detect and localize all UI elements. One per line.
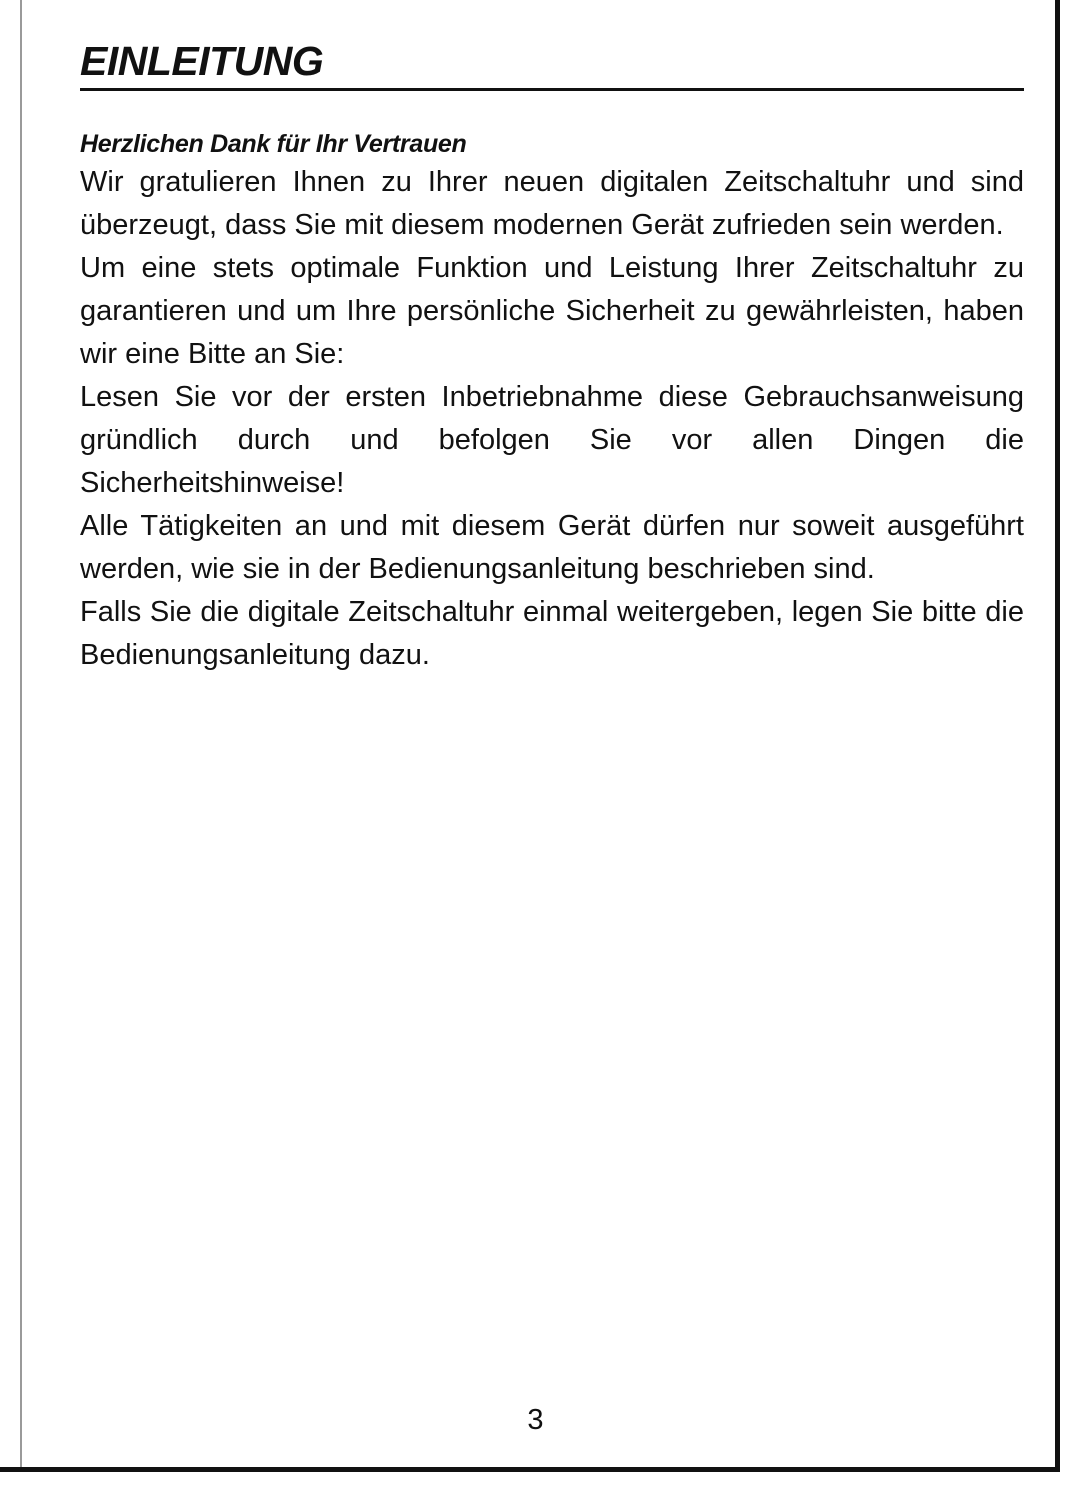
- section-heading: EINLEITUNG: [80, 36, 1024, 91]
- page-number: 3: [527, 1404, 544, 1436]
- paragraph-congratulations: Wir gratulieren Ihnen zu Ihrer neuen digitalen Zeitschaltuhr und sind überzeugt, dass Sie mit diesem modernen Gerät zufrieden sein werden.: [80, 166, 1024, 241]
- scan-edge-bottom: [0, 1467, 1060, 1472]
- paragraph-activities: Alle Tätigkeiten an und mit diesem Gerät dürfen nur soweit ausgeführt werden, wie sie in der Bedienungsanleitung beschrieben sind.: [80, 510, 1024, 585]
- paragraph-read-instructions: Lesen Sie vor der ersten Inbetriebnahme diese Gebrauchsanweisung gründlich durch und befolgen Sie vor allen Dingen die Sicherheitshinweise!: [80, 381, 1024, 499]
- subheading: Herzlichen Dank für Ihr Vertrauen: [80, 130, 467, 158]
- scan-edge-left: [20, 0, 22, 1472]
- page-content: [80, 36, 1024, 677]
- scan-edge-right: [1055, 0, 1060, 1472]
- paragraph-request: Um eine stets optimale Funktion und Leistung Ihrer Zeitschaltuhr zu garantieren und um Ihre persönliche Sicherheit zu gewährleisten, haben wir eine Bitte an Sie:: [80, 252, 1024, 370]
- paragraph-pass-on: Falls Sie die digitale Zeitschaltuhr einmal weitergeben, legen Sie bitte die Bedienungsanleitung dazu.: [80, 596, 1024, 671]
